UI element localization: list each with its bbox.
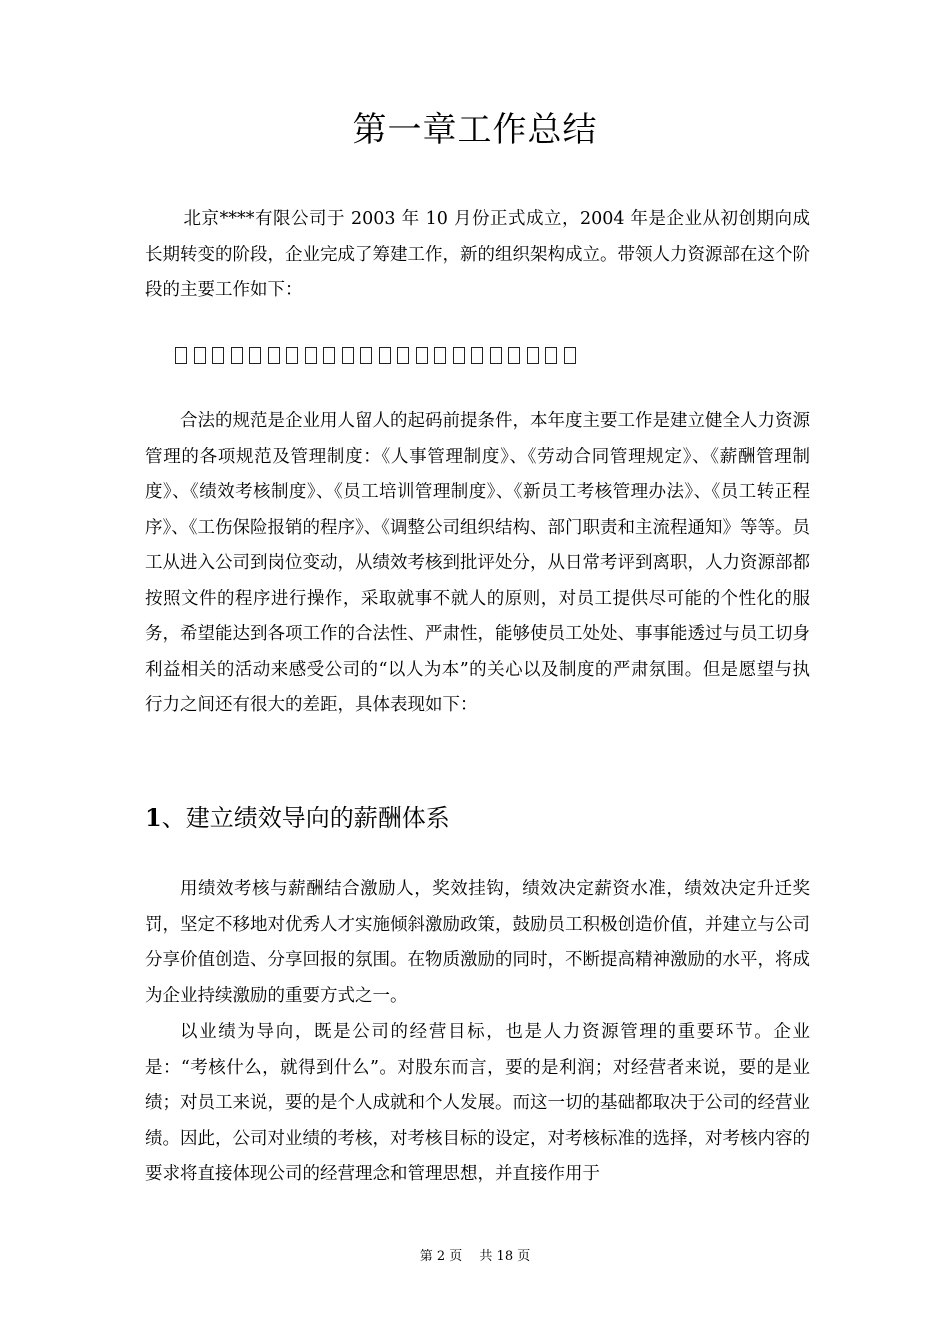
missing-glyph-box: [175, 347, 187, 364]
missing-glyph-box: [434, 347, 446, 364]
section-heading: [145, 798, 450, 838]
missing-glyph-box: [212, 347, 224, 364]
missing-glyph-box: [416, 347, 428, 364]
missing-glyph-box: [453, 347, 465, 364]
missing-glyph-box: [379, 347, 391, 364]
missing-glyph-box: [286, 347, 298, 364]
missing-glyph-box: [249, 347, 261, 364]
main-paragraph: 合法的规范是企业用人留人的起码前提条件，本年度主要工作是建立健全人力资源管理的各项规范及管理制度：《人事管理制度》、《劳动合同管理规定》、《薪酬管理制度》、《绩效考核制度》、《员工培训管理制度》、《新员工考核管理办法》、《员工转正程序》、《工伤保险报销的程序》、《调整公司组织结构、部门职责和主流程通知》等等。员工从进入公司到岗位变动，从绩效考核到批评处分，从日常考评到离职，人力资源部都按照文件的程序进行操作，采取就事不就人的原则，对员工提供尽可能的个性化的服务，希望能达到各项工作的合法性、严肃性，能够使员工处处、事事能透过与员工切身利益相关的活动来感受公司的“以人为本”的关心以及制度的严肃氛围。但是愿望与执行力之间还有很大的差距，具体表现如下：: [145, 411, 810, 715]
missing-glyph-box: [490, 347, 502, 364]
missing-glyph-box: [194, 347, 206, 364]
page-footer: 第 2 页 共 18 页: [419, 1249, 531, 1264]
missing-glyph-box: [323, 347, 335, 364]
missing-glyph-box: [305, 347, 317, 364]
chapter-title: 第一章工作总结: [352, 110, 598, 150]
missing-glyph-box: [508, 347, 520, 364]
missing-glyph-box: [397, 347, 409, 364]
missing-glyph-line: [175, 340, 582, 370]
intro-paragraph: 北京****有限公司于 2003 年 10 月份正式成立，2004 年是企业从初创期向成长期转变的阶段，企业完成了筹建工作，新的组织架构成立。带领人力资源部在这个阶段的主要工作如下：: [145, 209, 810, 300]
missing-glyph-box: [231, 347, 243, 364]
missing-glyph-box: [360, 347, 372, 364]
missing-glyph-box: [545, 347, 557, 364]
section-paragraph-1: 用绩效考核与薪酬结合激励人，奖效挂钩，绩效决定薪资水准，绩效决定升迁奖罚，坚定不移地对优秀人才实施倾斜激励政策，鼓励员工积极创造价值，并建立与公司分享价值创造、分享回报的氛围。在物质激励的同时，不断提高精神激励的水平，将成为企业持续激励的重要方式之一。: [145, 879, 810, 1006]
missing-glyph-box: [564, 347, 576, 364]
section-number: 1: [145, 803, 162, 832]
missing-glyph-box: [471, 347, 483, 364]
missing-glyph-box: [342, 347, 354, 364]
missing-glyph-box: [268, 347, 280, 364]
section-paragraph-2: 以业绩为导向，既是公司的经营目标，也是人力资源管理的重要环节。企业是：“考核什么，就得到什么”。对股东而言，要的是利润；对经营者来说，要的是业绩；对员工来说，要的是个人成就和个人发展。而这一切的基础都取决于公司的经营业绩。因此，公司对业绩的考核，对考核目标的设定，对考核标准的选择，对考核内容的要求将直接体现公司的经营理念和管理思想，并直接作用于: [145, 1022, 810, 1184]
missing-glyph-box: [527, 347, 539, 364]
section-title: 、建立绩效导向的薪酬体系: [161, 804, 450, 832]
